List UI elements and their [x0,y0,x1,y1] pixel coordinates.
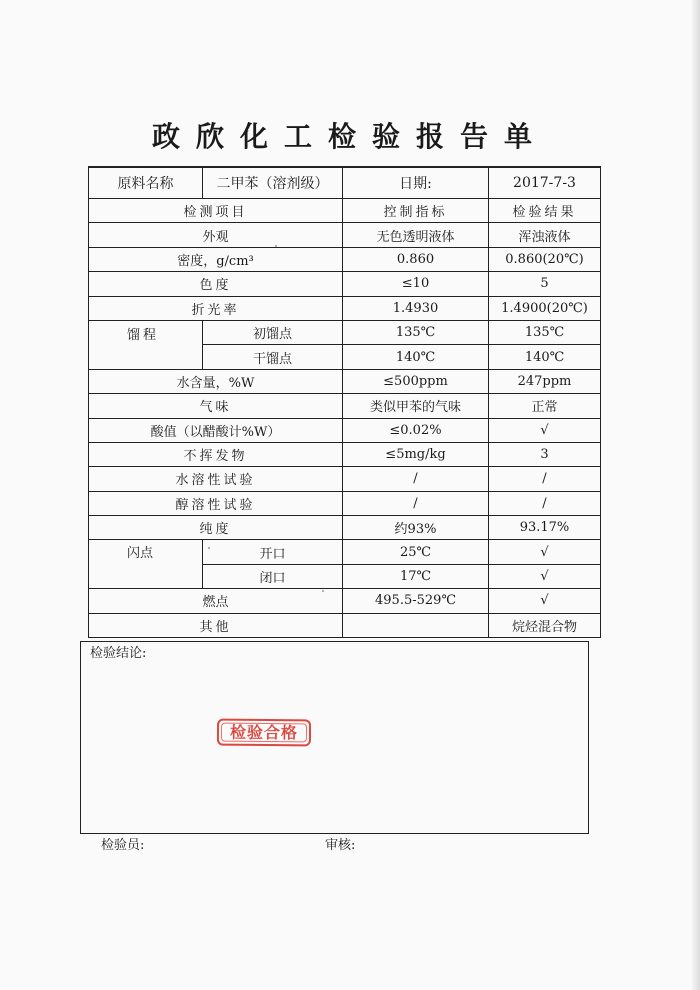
result-value: 烷烃混合物 [489,613,601,637]
item-name: 酸值（以醋酸计%W） [89,418,343,442]
material-label: 原料名称 [89,167,203,199]
spec-value: 140℃ [343,345,489,369]
report-title: 政欣化工检验报告单 [151,120,548,153]
result-value: / [489,491,601,515]
sub-item-name: 开口 [203,540,343,564]
spec-value [343,613,489,637]
sub-item-name: 初馏点 [203,320,343,344]
table-row [89,442,601,466]
table-row [89,296,601,320]
spec-value: 495.5-529℃ [343,589,489,613]
result-value: 1.4900(20℃) [489,296,601,320]
item-name: 燃点 [89,589,343,613]
table-row [89,418,601,442]
result-value: √ [489,540,601,564]
conclusion-box [80,641,589,834]
scan-speck [322,590,324,592]
spec-value: ≤500ppm [343,369,489,393]
item-name: 气味 [89,394,343,418]
result-value: √ [489,589,601,613]
spec-value: 约93% [343,516,489,540]
result-value: 正常 [489,394,601,418]
item-name: 外观 [89,223,343,247]
spec-value: 0.860 [343,247,489,271]
result-value: / [489,467,601,491]
table-row [89,394,601,418]
item-name: 醇溶性试验 [89,491,343,515]
result-value: 浑浊液体 [489,223,601,247]
table-row [89,589,601,613]
item-name: 馏程 [89,320,203,369]
spec-value: ≤10 [343,272,489,296]
reviewer-label: 审核: [325,838,356,853]
date-value: 2017-7-3 [489,167,601,199]
column-header-item: 检测项目 [89,199,343,223]
sub-item-name: 闭口 [203,564,343,588]
item-name: 不挥发物 [89,442,343,466]
table-row [89,320,601,344]
spec-value: 无色透明液体 [343,223,489,247]
spec-value: 1.4930 [343,296,489,320]
table-row [89,467,601,491]
table-row [89,272,601,296]
spec-value: ≤0.02% [343,418,489,442]
material-value: 二甲苯（溶剂级） [203,167,343,199]
item-name: 色度 [89,272,343,296]
spec-value: 17℃ [343,564,489,588]
item-name: 折光率 [89,296,343,320]
column-header-result: 检验结果 [489,199,601,223]
result-value: √ [489,418,601,442]
table-row [89,223,601,247]
spec-value: / [343,491,489,515]
result-value: 5 [489,272,601,296]
result-value: 247ppm [489,369,601,393]
date-label: 日期: [343,167,489,199]
conclusion-label: 检验结论: [90,646,147,661]
column-header-spec: 控制指标 [343,199,489,223]
scan-speck [275,245,277,247]
item-name: 闪点 [89,540,203,589]
result-value: √ [489,564,601,588]
scan-speck [208,547,210,549]
table-row [89,247,601,271]
item-name: 纯度 [89,516,343,540]
result-value: 140℃ [489,345,601,369]
item-name: 其他 [89,613,343,637]
spec-value: 类似甲苯的气味 [343,394,489,418]
item-name: 密度，g/cm³ [89,247,343,271]
inspection-table [88,166,601,638]
result-value: 93.17% [489,516,601,540]
table-row [89,613,601,637]
table-row [89,516,601,540]
result-value: 0.860(20℃) [489,247,601,271]
spec-value: 25℃ [343,540,489,564]
sub-item-name: 干馏点 [203,345,343,369]
result-value: 3 [489,442,601,466]
approval-stamp: 检验合格 [217,719,311,747]
spec-value: / [343,467,489,491]
table-row [89,369,601,393]
item-name: 水溶性试验 [89,467,343,491]
spec-value: 135℃ [343,320,489,344]
table-row [89,540,601,564]
inspector-label: 检验员: [101,838,145,853]
result-value: 135℃ [489,320,601,344]
spec-value: ≤5mg/kg [343,442,489,466]
table-row [89,491,601,515]
item-name: 水含量，%W [89,369,343,393]
